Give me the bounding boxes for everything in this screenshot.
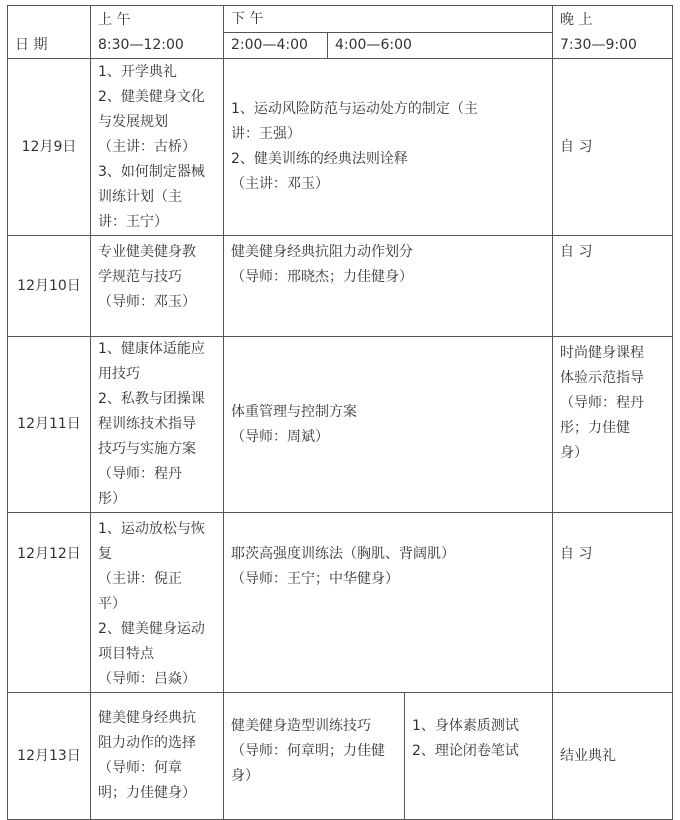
date-cell — [8, 59, 91, 236]
header-evening-label: 晚 上 — [560, 12, 593, 28]
evening-line: 结业典礼 — [560, 747, 617, 764]
date-label: 12月11日 — [17, 416, 81, 432]
afternoon-line: 健美健身造型训练技巧 — [231, 718, 371, 734]
afternoon-line: （主讲：邓玉） — [231, 176, 329, 192]
evening-line: （导师：程丹 — [560, 395, 645, 411]
morning-line: 2、健美健身文化 — [98, 88, 205, 105]
afternoon-line: 2、健美训练的经典法则诠释 — [231, 151, 408, 167]
date-cell — [8, 513, 91, 693]
evening-line: 时尚健身课程 — [560, 345, 645, 361]
morning-line: 训练计划（主 — [98, 188, 182, 205]
evening-cell — [553, 513, 673, 693]
morning-line: （导师：何章 — [98, 760, 182, 776]
afternoon-line: 身） — [231, 768, 259, 784]
morning-line: 2、健美健身运动 — [98, 621, 205, 637]
afternoon-cell — [224, 337, 553, 513]
afternoon-cell — [224, 59, 553, 236]
morning-line: 程训练技术指导 — [98, 416, 196, 432]
afternoon-cell-2 — [405, 693, 552, 819]
header-row — [8, 6, 673, 59]
morning-cell — [91, 513, 224, 693]
afternoon-line: 讲：王强） — [231, 126, 301, 142]
date-label: 12月10日 — [17, 277, 81, 294]
date-label: 12月12日 — [17, 546, 81, 562]
evening-line: 自 习 — [560, 138, 593, 155]
afternoon-line: （导师：邢晓杰；力佳健身） — [231, 269, 413, 285]
morning-line: 健美健身经典抗 — [98, 710, 196, 726]
date-cell — [8, 236, 91, 337]
afternoon-cell — [224, 513, 553, 693]
morning-cell — [91, 337, 224, 513]
evening-cell — [553, 693, 673, 820]
morning-line: 学规范与技巧 — [98, 269, 182, 285]
evening-line: 彤；力佳健 — [560, 420, 631, 436]
morning-line: 与发展规划 — [98, 113, 168, 130]
morning-line: 用技巧 — [98, 366, 140, 382]
evening-line: 自 习 — [560, 244, 593, 260]
morning-line: 专业健美健身教 — [98, 244, 196, 260]
evening-line: 身） — [560, 445, 589, 461]
morning-line: 阻力动作的选择 — [98, 735, 196, 751]
date-label: 12月13日 — [17, 747, 81, 764]
morning-cell — [91, 236, 224, 337]
header-afternoon-time1: 2:00—4:00 — [224, 33, 328, 58]
evening-cell — [553, 337, 673, 513]
table-row — [8, 236, 673, 337]
afternoon-line: 1、身体素质测试 — [412, 718, 519, 734]
header-morning-label: 上 午 — [98, 12, 131, 28]
header-afternoon-time2: 4:00—6:00 — [335, 37, 412, 53]
afternoon-line: 体重管理与控制方案 — [231, 403, 357, 420]
date-cell — [8, 337, 91, 513]
header-date: 日 期 — [15, 37, 48, 53]
afternoon-line: （导师：何章明；力佳健 — [231, 743, 385, 759]
evening-line: 自 习 — [560, 546, 593, 562]
header-afternoon-cell — [224, 6, 553, 59]
afternoon-line: 1、运动风险防范与运动处方的制定（主 — [231, 101, 478, 117]
afternoon-split-cell — [224, 693, 553, 820]
afternoon-line: 耶茨高强度训练法（胸肌、背阔肌） — [231, 546, 455, 562]
morning-line: 讲：王宁） — [98, 213, 168, 230]
afternoon-line: （导师：周斌） — [231, 428, 329, 445]
morning-line: （导师：程丹 — [98, 466, 182, 482]
date-cell — [8, 693, 91, 820]
table-row — [8, 513, 673, 693]
morning-cell — [91, 693, 224, 820]
morning-cell — [91, 59, 224, 236]
morning-line: 1、健康体适能应 — [98, 341, 205, 357]
afternoon-line: 2、理论闭卷笔试 — [412, 743, 519, 759]
morning-line: （主讲：古桥） — [98, 138, 196, 155]
evening-cell — [553, 236, 673, 337]
morning-line: （主讲：倪正 — [98, 571, 182, 587]
morning-line: 项目特点 — [98, 646, 154, 662]
morning-line: 明；力佳健身） — [98, 785, 196, 801]
afternoon-cell — [224, 236, 553, 337]
morning-line: 3、如何制定器械 — [98, 163, 205, 180]
morning-line: （导师：邓玉） — [98, 294, 196, 310]
morning-line: 1、开学典礼 — [98, 63, 177, 80]
table-row — [8, 337, 673, 513]
header-evening-cell — [553, 6, 673, 59]
header-morning-time: 8:30—12:00 — [98, 37, 184, 53]
header-date-cell — [8, 6, 91, 59]
morning-line: 复 — [98, 546, 112, 562]
header-evening-time: 7:30—9:00 — [560, 37, 637, 53]
table-row — [8, 693, 673, 820]
header-morning-cell — [91, 6, 224, 59]
header-afternoon-label: 下 午 — [224, 7, 552, 33]
morning-line: 平） — [98, 596, 126, 612]
morning-line: 技巧与实施方案 — [98, 441, 196, 457]
morning-line: （导师：吕焱） — [98, 671, 196, 687]
evening-line: 体验示范指导 — [560, 370, 645, 386]
evening-cell — [553, 59, 673, 236]
morning-line: 2、私教与团操课 — [98, 391, 205, 407]
date-label: 12月9日 — [21, 138, 77, 155]
afternoon-line: 健美健身经典抗阻力动作划分 — [231, 244, 413, 260]
schedule-table — [7, 5, 673, 820]
afternoon-cell-1 — [224, 693, 405, 819]
afternoon-line: （导师：王宁；中华健身） — [231, 571, 399, 587]
morning-line: 1、运动放松与恢 — [98, 521, 205, 537]
table-row — [8, 59, 673, 236]
morning-line: 彤） — [98, 491, 126, 507]
